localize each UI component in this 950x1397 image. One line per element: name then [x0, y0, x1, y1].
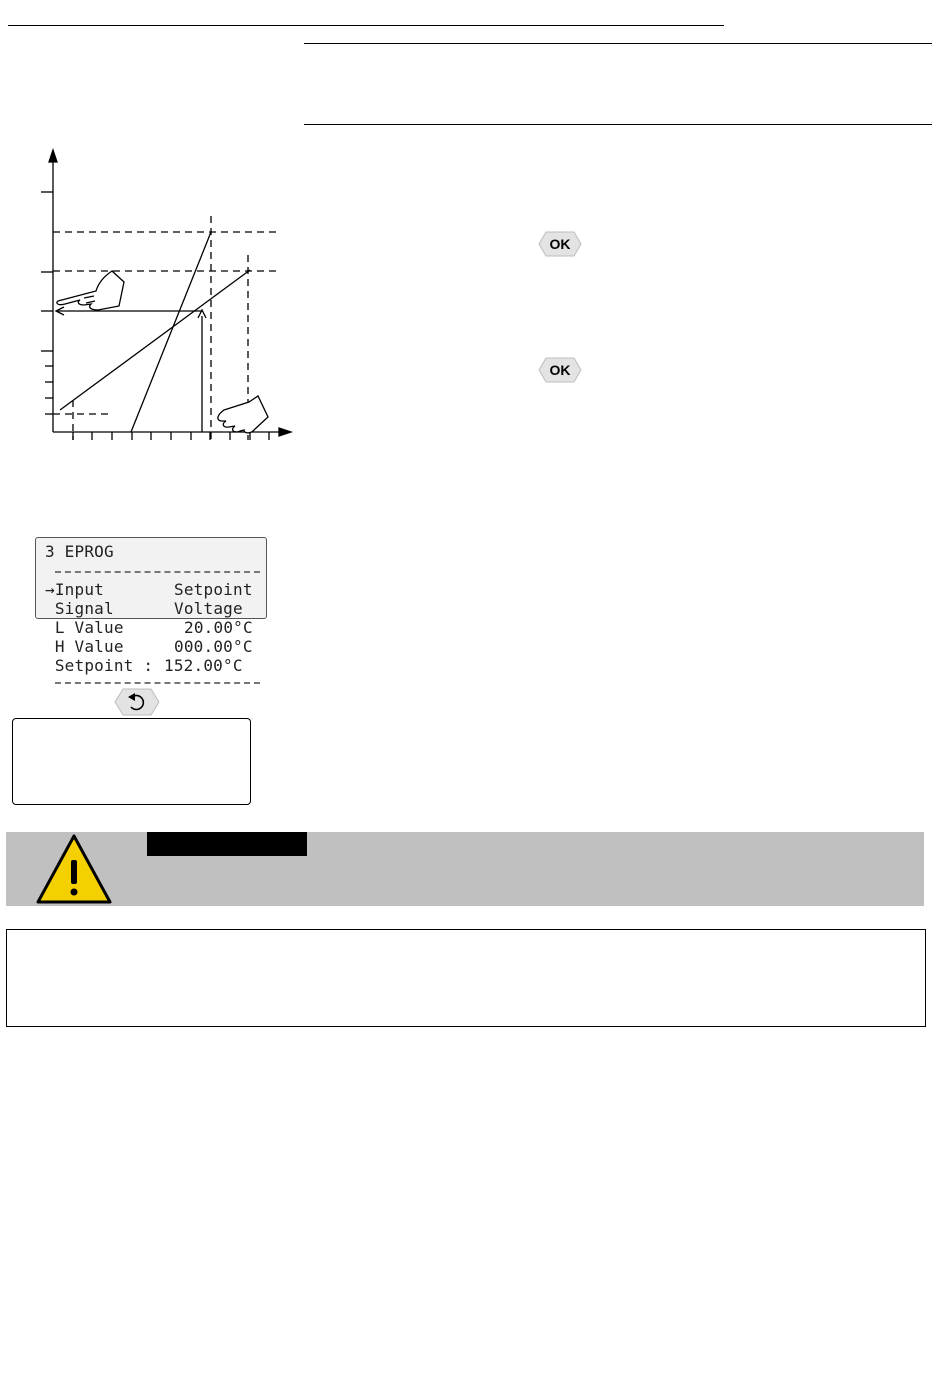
empty-info-box: [12, 718, 251, 805]
display-row-lvalue-label: L Value: [45, 618, 124, 637]
section-rule-top: [304, 43, 932, 44]
display-row-input-value: Setpoint: [174, 580, 253, 599]
pointing-hand-icon: [57, 271, 124, 310]
display-row-hvalue-value: 000.00°C: [174, 637, 253, 656]
x-ticks: [73, 432, 269, 440]
ok-button-label: OK: [549, 236, 571, 252]
display-row-signal-value: Voltage: [174, 599, 243, 618]
pointing-hand-icon: [218, 396, 268, 433]
x-axis-arrow: [279, 428, 291, 436]
warning-label-bar: [147, 832, 307, 856]
header-rule: [8, 25, 724, 26]
note-box: [6, 929, 926, 1027]
display-row-hvalue-label: H Value: [45, 637, 124, 656]
display-row-lvalue-value: 20.00°C: [184, 618, 253, 637]
display-row-setpoint-label: Setpoint :: [45, 656, 154, 675]
ok-button-label: OK: [549, 362, 571, 378]
scaling-diagram: [0, 140, 300, 450]
display-row-setpoint-value: 152.00°C: [164, 656, 243, 675]
ok-button-1[interactable]: [538, 231, 582, 257]
back-button[interactable]: [114, 688, 160, 716]
flat-line: [60, 270, 250, 410]
warning-triangle-icon: [6, 832, 140, 906]
y-ticks: [41, 192, 53, 414]
warning-icon-cell: [6, 832, 140, 906]
section-rule-bottom: [304, 124, 932, 125]
display-row-input-label[interactable]: →Input: [45, 580, 104, 599]
display-separator: [55, 571, 260, 573]
display-separator: [55, 682, 260, 684]
undo-arrow-icon: [114, 688, 160, 716]
ok-button-2[interactable]: [538, 357, 582, 383]
warning-band: [6, 832, 924, 906]
display-title: 3 EPROG: [45, 542, 114, 561]
y-axis-arrow: [49, 150, 57, 162]
steep-line: [131, 232, 211, 432]
display-row-signal-label: Signal: [45, 599, 114, 618]
